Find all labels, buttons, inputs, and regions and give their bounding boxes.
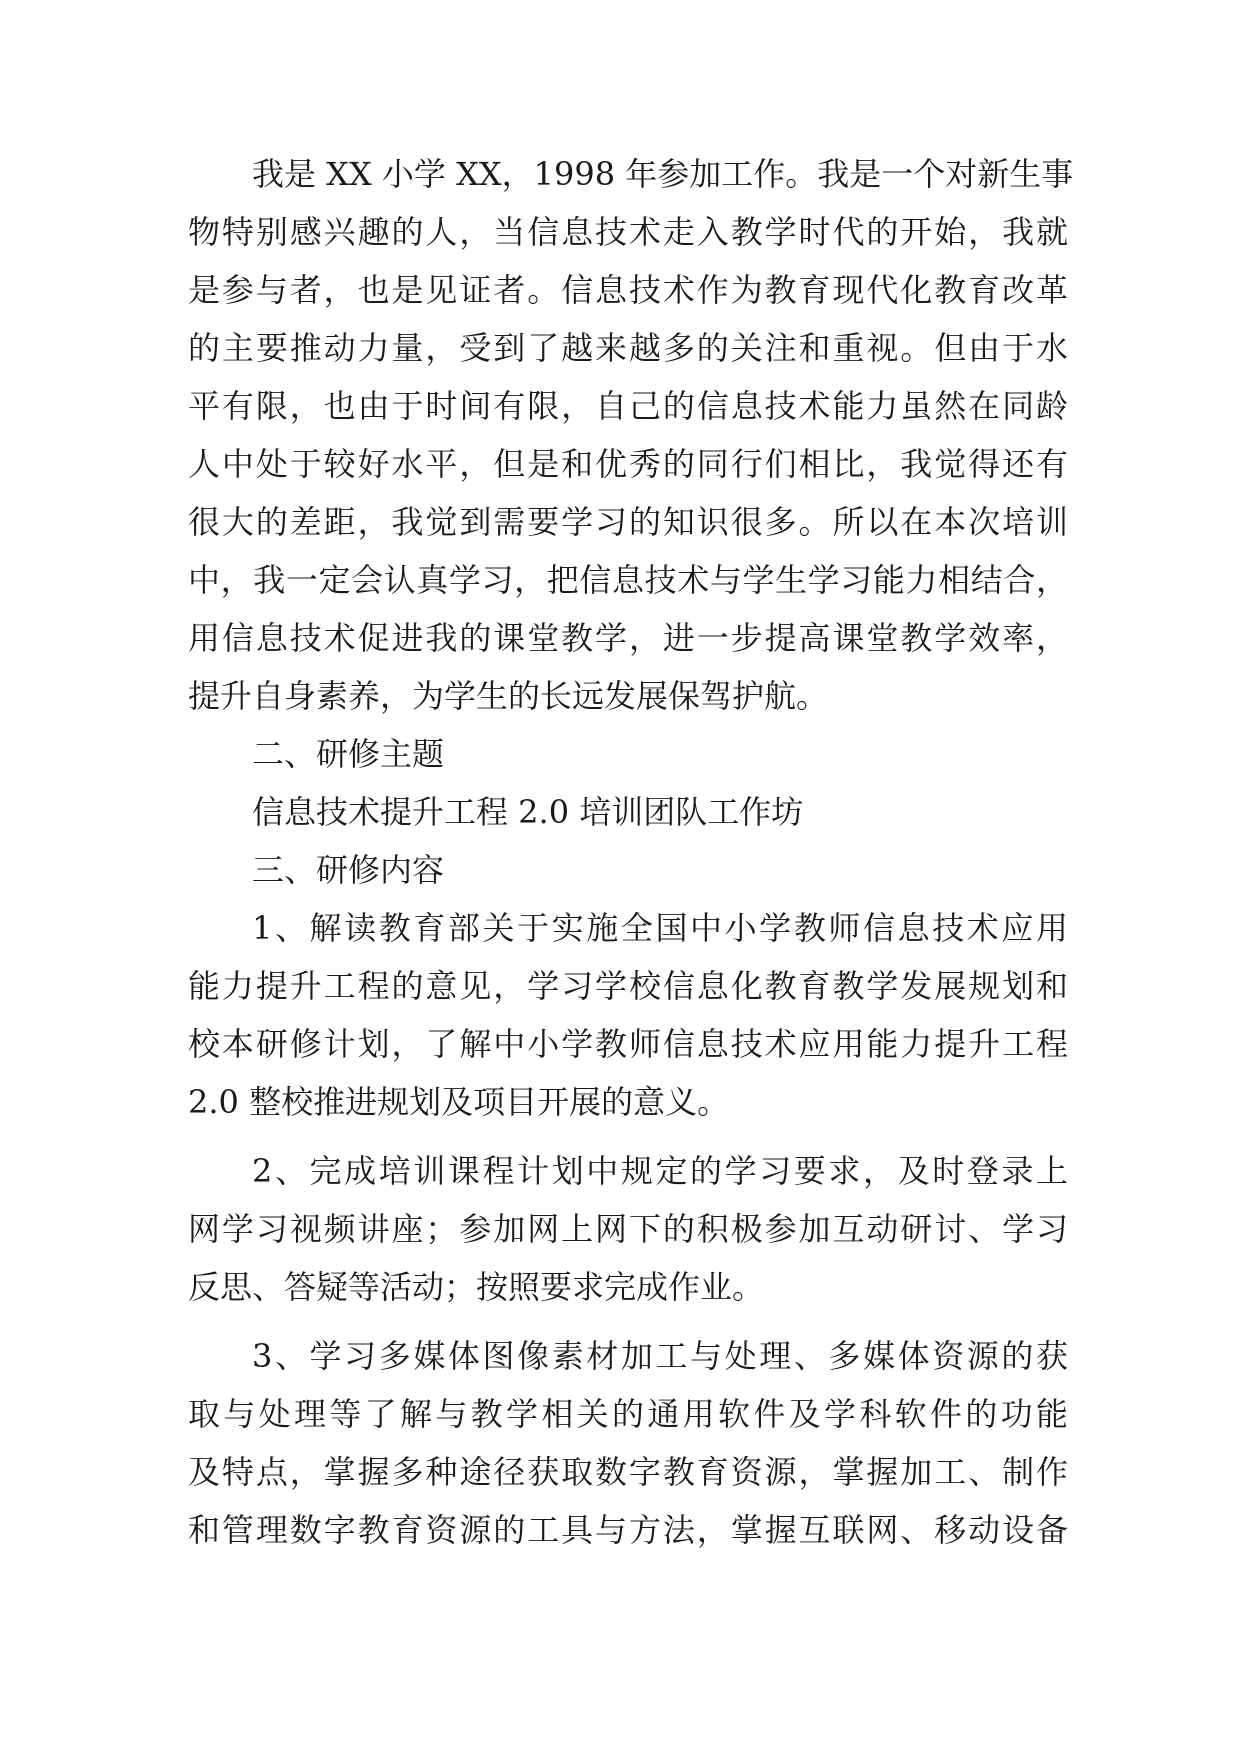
intro-line: 平有限，也由于时间有限，自己的信息技术能力虽然在同龄 (188, 387, 1068, 425)
intro-line: 中，我一定会认真学习，把信息技术与学生学习能力相结合， (188, 561, 1068, 599)
section-heading: 三、研修内容 (252, 851, 445, 889)
item-line: 能力提升工程的意见，学习学校信息化教育教学发展规划和 (188, 967, 1068, 1005)
intro-line: 提升自身素养，为学生的长远发展保驾护航。 (188, 677, 829, 715)
intro-line: 物特别感兴趣的人，当信息技术走入教学时代的开始，我就 (188, 213, 1068, 251)
item-line: 2.0 整校推进规划及项目开展的意义。 (188, 1083, 730, 1121)
section-heading: 二、研修主题 (252, 735, 445, 773)
intro-line: 用信息技术促进我的课堂教学，进一步提高课堂教学效率， (188, 619, 1068, 657)
item-line: 及特点，掌握多种途径获取数字教育资源，掌握加工、制作 (188, 1453, 1068, 1491)
intro-line: 人中处于较好水平，但是和优秀的同行们相比，我觉得还有 (188, 445, 1068, 483)
intro-line: 是参与者，也是见证者。信息技术作为教育现代化教育改革 (188, 271, 1068, 309)
intro-line: 我是 XX 小学 XX，1998 年参加工作。我是一个对新生事 (252, 155, 1074, 193)
item-line: 2、完成培训课程计划中规定的学习要求，及时登录上 (252, 1152, 1068, 1190)
item-line: 和管理数字教育资源的工具与方法，掌握互联网、移动设备 (188, 1511, 1068, 1549)
item-line: 1、解读教育部关于实施全国中小学教师信息技术应用 (252, 909, 1068, 947)
intro-line: 的主要推动力量，受到了越来越多的关注和重视。但由于水 (188, 329, 1068, 367)
section-body: 信息技术提升工程 2.0 培训团队工作坊 (252, 793, 804, 831)
item-line: 取与处理等了解与教学相关的通用软件及学科软件的功能 (188, 1395, 1068, 1433)
item-line: 校本研修计划，了解中小学教师信息技术应用能力提升工程 (188, 1025, 1068, 1063)
item-line: 反思、答疑等活动；按照要求完成作业。 (188, 1268, 765, 1306)
item-line: 3、学习多媒体图像素材加工与处理、多媒体资源的获 (252, 1337, 1068, 1375)
intro-line: 很大的差距，我觉到需要学习的知识很多。所以在本次培训 (188, 503, 1068, 541)
item-line: 网学习视频讲座；参加网上网下的积极参加互动研讨、学习 (188, 1210, 1068, 1248)
